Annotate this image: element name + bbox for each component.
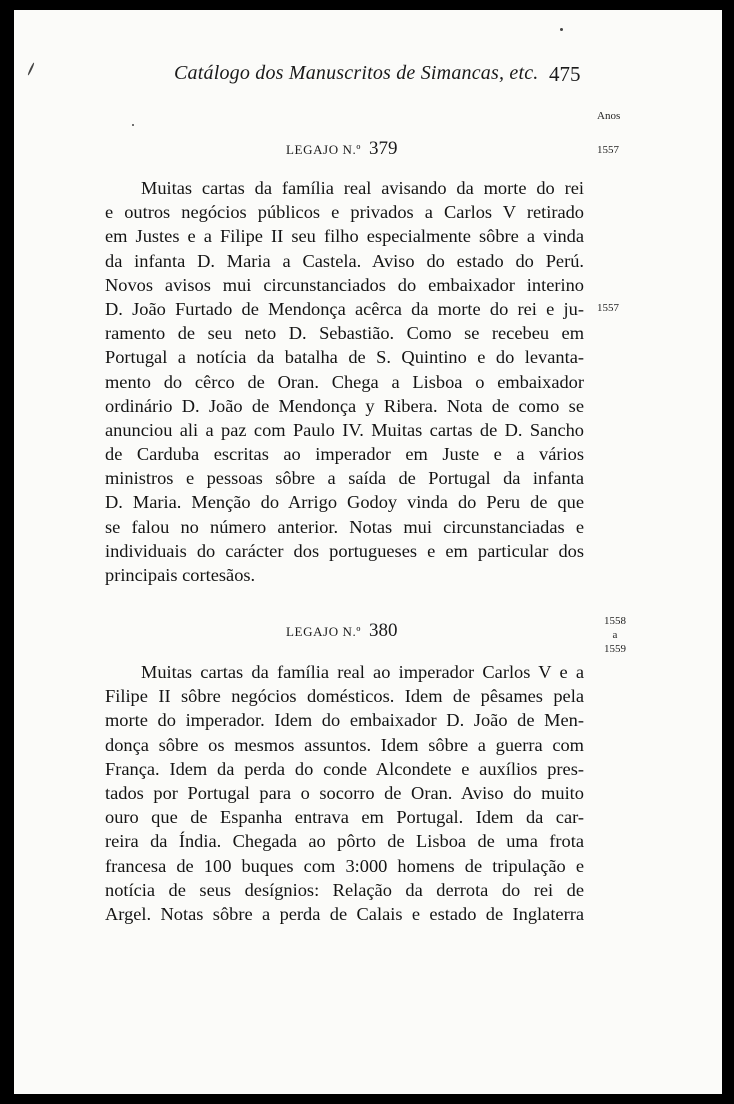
paragraph-line: ordinário D. João de Mendonça y Ribera. Nota de como se (105, 395, 584, 416)
scan-speck (560, 28, 563, 31)
paragraph-line: e outros negócios públicos e privados a Carlos V retirado (105, 202, 584, 223)
margin-date-separator: a (612, 629, 618, 641)
paragraph-line: individuais do carácter dos portugueses e em particular dos (105, 540, 584, 561)
paragraph-line: D. João Furtado de Mendonça acêrca da morte do rei e ju- (105, 298, 584, 319)
paragraph-line: D. Maria. Menção do Arrigo Godoy vinda do Peru de que (105, 492, 584, 513)
margin-date: 1557 (597, 144, 619, 156)
paragraph-line: França. Idem da perda do conde Alcondete e auxílios pres- (105, 758, 584, 779)
paragraph-line: Argel. Notas sôbre a perda de Calais e estado de Inglaterra (105, 903, 584, 924)
entry-heading-number: 379 (369, 138, 398, 159)
scan-speck (27, 62, 35, 76)
scan-speck (132, 124, 134, 126)
paragraph-line: se falou no número anterior. Notas mui circunstanciadas e (105, 516, 584, 537)
paragraph-line: Muitas cartas da família real ao imperador Carlos V e a (141, 662, 584, 682)
paragraph-line: Filipe II sôbre negócios domésticos. Idem de pêsames pela (105, 686, 584, 707)
paragraph-line: Novos avisos mui circunstanciados do embaixador interino (105, 274, 584, 295)
paragraph-line: em Justes e a Filipe II seu filho especialmente sôbre a vinda (105, 226, 584, 247)
paragraph-line: tados por Portugal para o socorro de Oran. Aviso do muito (105, 782, 584, 803)
paragraph-line: reira da Índia. Chegada ao pôrto de Lisboa de uma frota (105, 831, 584, 852)
paragraph-line: notícia de seus desígnios: Relação da derrota do rei de (105, 879, 584, 900)
paragraph-line: mento do cêrco de Oran. Chega a Lisboa o embaixador (105, 371, 584, 392)
entry-heading-prefix: LEGAJO N.º (286, 142, 362, 157)
running-title: Catálogo dos Manuscritos de Simancas, etc. (174, 62, 539, 84)
margin-date-to: 1559 (604, 643, 626, 655)
entry-paragraph (105, 660, 584, 926)
paragraph-line: ministros e pessoas sôbre a saída de Portugal da infanta (105, 468, 584, 489)
paragraph-line: principais cortesãos. (105, 565, 256, 585)
paragraph-line: morte do imperador. Idem do embaixador D. João de Men- (105, 710, 584, 731)
paragraph-line: anunciou ali a paz com Paulo IV. Muitas cartas de D. Sancho (105, 419, 584, 440)
margin-date: 1557 (597, 302, 619, 314)
paragraph-line: de Carduba escritas ao imperador em Juste e a vários (105, 444, 584, 465)
paragraph-line: donça sôbre os mesmos assuntos. Idem sôbre a guerra com (105, 734, 584, 755)
paragraph-line: Portugal a notícia da batalha de S. Quintino e do levanta- (105, 347, 584, 368)
entry-paragraph (105, 176, 584, 587)
paragraph-line: Muitas cartas da família real avisando da morte do rei (141, 178, 584, 198)
entry-heading-prefix: LEGAJO N.º (286, 624, 362, 639)
entry-heading-number: 380 (369, 620, 398, 641)
margin-date-from: 1558 (604, 615, 626, 627)
paragraph-line: ouro que de Espanha entrava em Portugal. Idem da car- (105, 807, 584, 828)
margin-date-range (600, 614, 630, 656)
document-page (14, 10, 722, 1094)
paragraph-line: ramento de seu neto D. Sebastião. Como se recebeu em (105, 323, 584, 344)
paragraph-line: da infanta D. Maria a Castela. Aviso do estado do Perú. (105, 250, 584, 271)
paragraph-line: francesa de 100 buques com 3:000 homens de tripulação e (105, 855, 584, 876)
margin-years-heading: Anos (597, 110, 621, 122)
page-number: 475 (549, 62, 581, 86)
